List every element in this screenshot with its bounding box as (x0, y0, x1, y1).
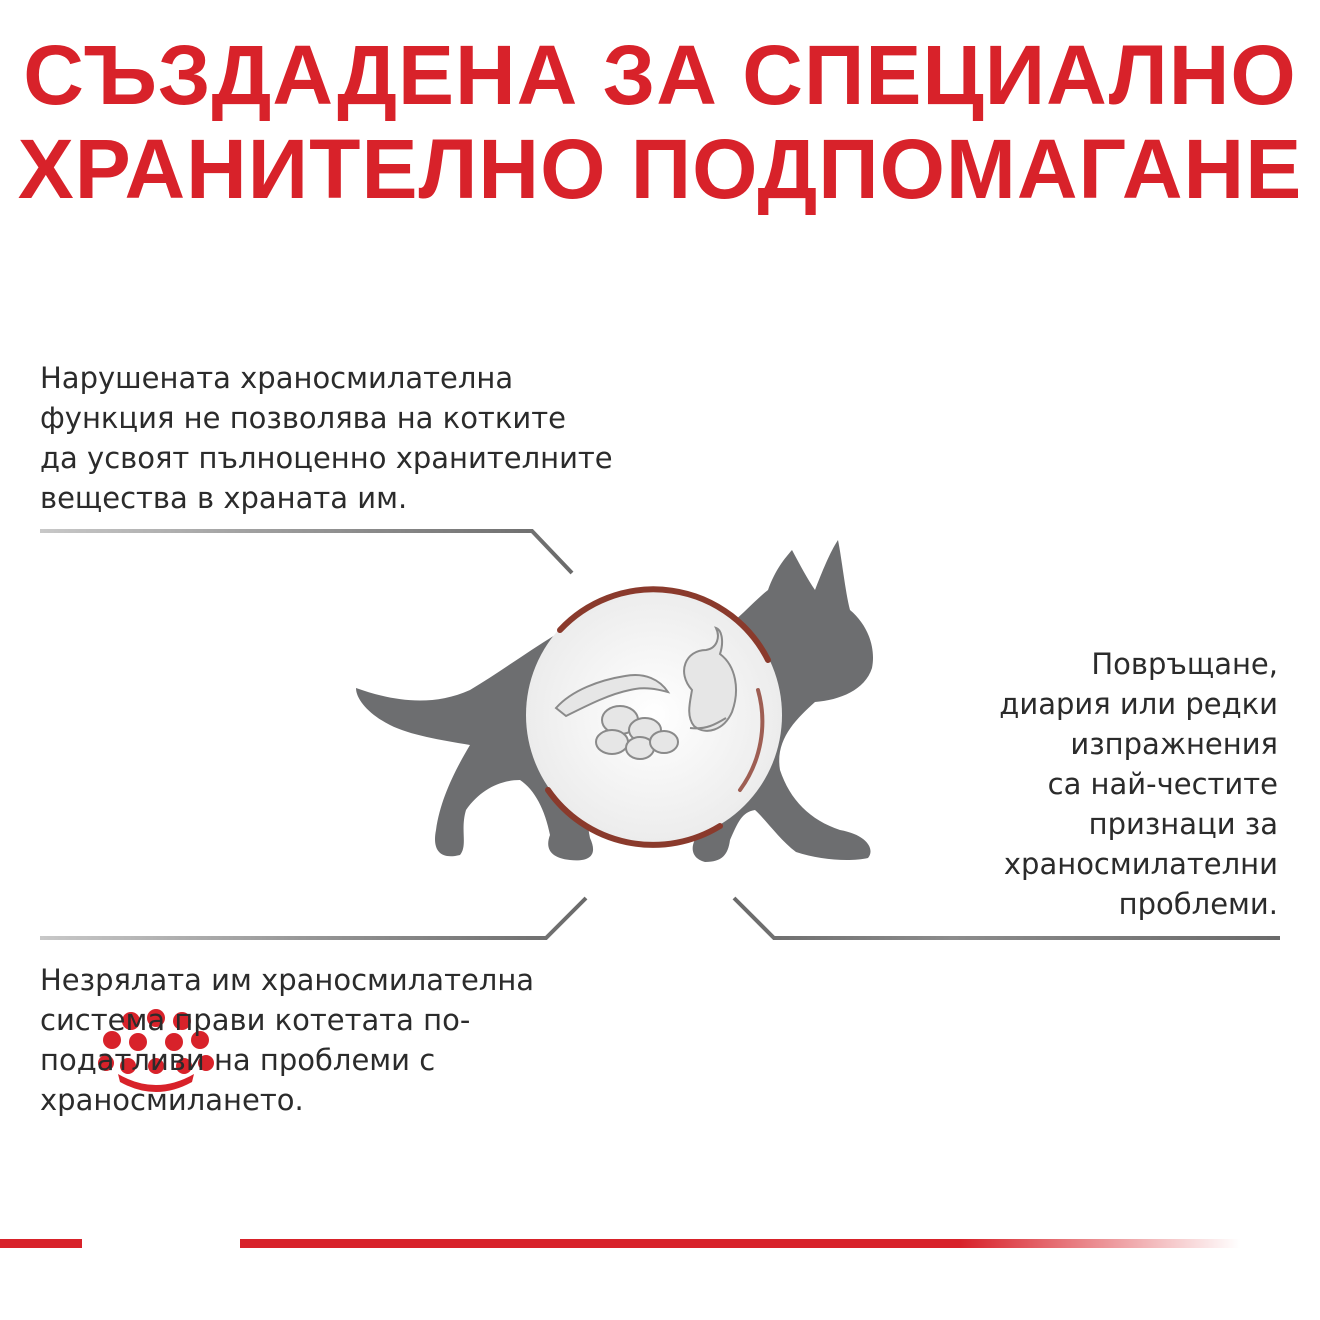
text-block-right (999, 644, 1278, 924)
text-line: да усвоят пълноценно хранителните (40, 441, 613, 475)
brand-red-line (0, 1239, 1240, 1248)
text-line: Нарушената храносмилателна (40, 361, 514, 395)
text-block-bottom-left (40, 960, 534, 1120)
headline-line-1: СЪЗДАДЕНА ЗА СПЕЦИАЛНО (23, 28, 1297, 122)
connector-top-left (40, 531, 572, 573)
headline (0, 28, 1320, 216)
text-line: диария или редки (999, 687, 1278, 721)
text-line: система прави котетата по- (40, 1003, 471, 1037)
text-line: Повръщане, (1091, 647, 1278, 681)
text-line: податливи на проблеми с (40, 1043, 436, 1077)
text-line: вещества в храната им. (40, 481, 408, 515)
headline-line-2: ХРАНИТЕЛНО ПОДПОМАГАНЕ (17, 122, 1303, 216)
text-line: проблеми. (1118, 887, 1278, 921)
text-block-top-left (40, 358, 613, 518)
text-line: признаци за (1088, 807, 1278, 841)
text-line: са най-честите (1047, 767, 1278, 801)
text-line: функция не позволява на котките (40, 401, 566, 435)
text-line: изпражнения (1070, 727, 1278, 761)
text-line: храносмилането. (40, 1083, 304, 1117)
text-line: храносмилателни (1003, 847, 1278, 881)
connector-bottom-left (40, 898, 586, 938)
text-line: Незрялата им храносмилателна (40, 963, 535, 997)
